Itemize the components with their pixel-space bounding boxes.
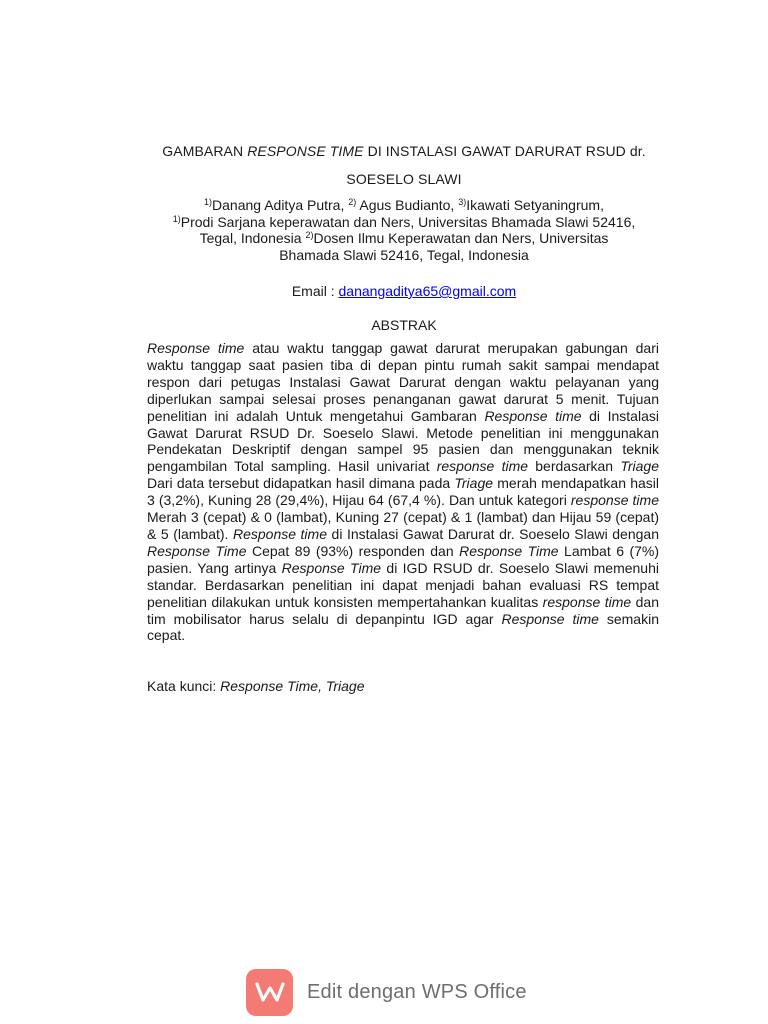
affiliation-line [120,214,688,231]
abstract-text: atau waktu tanggap gawat darurat merupakan gabungan dari waktu tanggap saat pasien tiba di depan pintu rumah sakit sampai mendapat respon dari petugas Instalasi Gawat Darurat dengan waktu pelayanan yang diperlukan sampai selesai proses penanganan gawat darurat 5 menit. Tujuan penelitian ini adalah Untuk mengetahui Gambaran [147,340,659,424]
wps-office-logo-icon [246,969,293,1016]
abstract-italic-term: Response Time [281,559,382,576]
keywords-label: Kata kunci: [147,678,221,694]
abstract-italic-term: Response Time [459,542,559,559]
abstract-text: semakin cepat. [147,610,659,644]
abstract-italic-term: Triage [620,458,660,475]
author-name: Agus Budianto, [356,197,459,213]
abstract-text: Lambat 6 (7%) pasien. Yang artinya [147,542,660,576]
author-sup: 2) [348,197,357,207]
abstract-italic-term: Response time [484,407,582,424]
abstract-body [147,340,659,644]
abstract-text: merah mendapatkan hasil 3 (3,2%), Kuning 28 (29,4%), Hijau 64 (67,4 %). Dan untuk kategori [147,475,659,509]
affiliation-line: Bhamada Slawi 52416, Tegal, Indonesia [279,246,529,263]
paper-title [120,137,688,193]
affiliation-text: Prodi Sarjana keperawatan dan Ners, Universitas Bhamada Slawi 52416, [180,213,636,230]
affiliation-line [120,230,688,247]
abstract-text: Dari data tersebut didapatkan hasil dimana pada [147,475,455,492]
abstract-italic-term: response time [570,492,659,509]
author-sup: 1) [204,197,213,207]
email-line [120,282,688,300]
keywords-value: Response Time, Triage [220,678,365,694]
abstract-text: Merah 3 (cepat) & 0 (lambat), Kuning 27 (cepat) & 1 (lambat) dan Hijau 59 (cepat) & 5 (lambat). [147,509,659,542]
affiliation-sup: 2) [305,230,314,240]
abstract-italic-term: Triage [454,475,494,492]
title-line-2: SOESELO SLAWI [346,171,462,187]
affiliation-text: Tegal, Indonesia [199,230,306,246]
affiliation-sup: 1) [172,213,181,224]
title-prefix: GAMBARAN [162,143,248,159]
author-block [120,197,688,263]
title-suffix: DI INSTALASI GAWAT DARURAT RSUD dr. [363,143,646,159]
abstract-italic-term: Response Time [147,542,247,559]
affiliation-text: Dosen Ilmu Keperawatan dan Ners, Universitas [313,230,609,246]
email-link[interactable]: danangaditya65@gmail.com [338,283,517,299]
keywords-line [147,677,659,695]
author-line [120,197,688,214]
title-italic: RESPONSE TIME [247,143,364,159]
abstract-text: Cepat 89 (93%) responden dan [246,542,460,559]
title-line-1 [120,137,688,165]
wps-edit-banner[interactable] [246,968,527,1016]
abstract-text: berdasarkan [528,458,621,475]
abstract-text: di Instalasi Gawat Darurat RSUD Dr. Soeselo Slawi. Metode penelitian ini menggunakan Pendekatan Deskriptif dengan sampel 95 pasien dan menggunakan teknik pengambilan Total sampling. Hasil univariat [147,407,659,475]
abstract-text: dan tim mobilisator harus selalu di depanpintu IGD agar [147,593,660,627]
email-label: Email : [291,283,339,299]
abstract-italic-term: response time [436,458,529,475]
abstract-italic-term: Response time [232,525,327,542]
author-name: Danang Aditya Putra, [212,197,349,213]
abstract-text: di IGD RSUD dr. Soeselo Slawi memenuhi standar. Berdasarkan penelitian ini dapat menjadi bahan evaluasi RS tempat penelitian dilakukan untuk konsisten mempertahankan kualitas [147,559,659,610]
abstract-text: di Instalasi Gawat Darurat dr. Soeselo Slawi dengan [327,525,659,542]
abstract-heading: ABSTRAK [371,317,437,333]
author-name: Ikawati Setyaningrum, [466,197,604,213]
abstract-italic-term: Response time [501,610,599,627]
wps-edit-label: Edit dengan WPS Office [307,980,527,1003]
abstract-italic-term: Response time [147,340,245,356]
abstract-italic-term: response time [542,593,632,610]
author-sup: 3) [458,197,467,207]
